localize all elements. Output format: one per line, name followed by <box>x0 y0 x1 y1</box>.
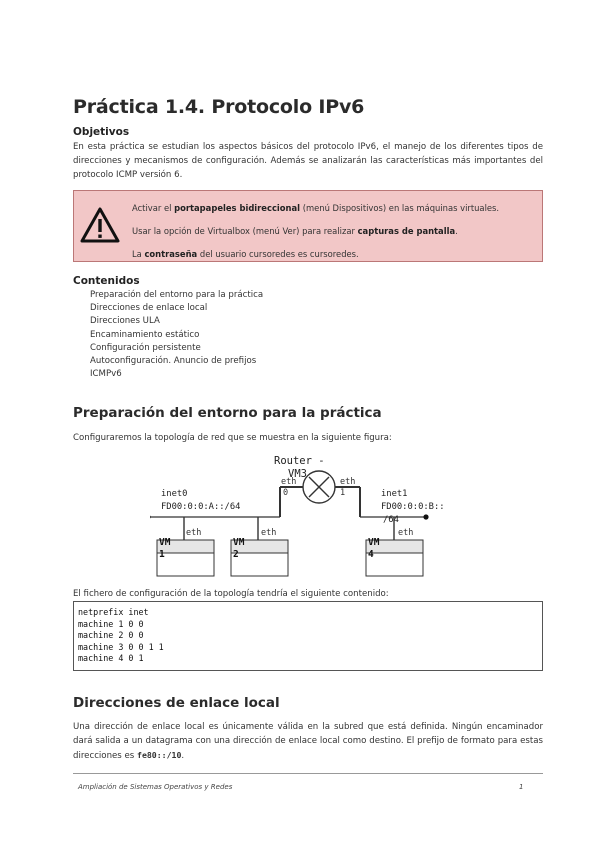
code-line: machine 2 0 0 <box>78 630 144 641</box>
contents-item[interactable]: Direcciones ULA <box>90 316 160 327</box>
vm4-number: 4 <box>368 549 374 560</box>
inet1-addr-1: FD00:0:0:B:: <box>381 502 445 512</box>
inline-code-prefix: fe80::/10 <box>137 750 182 760</box>
objetivos-text: En esta práctica se estudian los aspectos básicos del protocolo IPv6, el manejo de los diferentes tipos de direcciones y mecanismos de configuración. Además se analizarán las características más importantes del protocolo ICMP versión 6. <box>73 142 543 180</box>
objetivos-heading: Objetivos <box>73 126 130 138</box>
contents-item[interactable]: Autoconfiguración. Anuncio de prefijos <box>90 356 257 367</box>
topology-intro: Configuraremos la topología de red que se muestra en la siguiente figura: <box>73 433 392 443</box>
vm1-label: VM <box>159 537 171 548</box>
warning-triangle-icon <box>80 206 120 244</box>
warning-line-screenshots: Usar la opción de Virtualbox (menú Ver) para realizar capturas de pantalla. <box>132 226 458 236</box>
section-heading-preparacion: Preparación del entorno para la práctica <box>73 405 382 421</box>
vm4-label: VM <box>368 537 380 548</box>
inet1-addr-2: /64 <box>383 515 399 525</box>
contents-item[interactable]: ICMPv6 <box>90 369 122 380</box>
router-eth0-label-1: eth <box>281 477 297 487</box>
contents-item[interactable]: Preparación del entorno para la práctica <box>90 290 264 300</box>
network-topology-diagram <box>150 450 470 580</box>
code-line: machine 4 0 1 <box>78 653 144 664</box>
contents-item[interactable]: Configuración persistente <box>90 342 201 353</box>
page-title: Práctica 1.4. Protocolo IPv6 <box>73 96 365 118</box>
router-label-2: VM3 <box>288 468 307 480</box>
router-eth0-label-2: 0 <box>283 488 289 498</box>
code-line: machine 3 0 0 1 1 <box>78 641 164 652</box>
router-eth1-label-1: eth <box>340 477 356 487</box>
footer-course-title: Ampliación de Sistemas Operativos y Redes <box>78 783 233 791</box>
inet1-name: inet1 <box>381 489 408 499</box>
warning-line-clipboard: Activar el portapapeles bidireccional (menú Dispositivos) en las máquinas virtuales. <box>132 203 500 213</box>
contents-item[interactable]: Encaminamiento estático <box>90 329 200 340</box>
contents-list <box>90 289 263 381</box>
router-eth1-label-2: 1 <box>340 488 346 498</box>
config-intro: El fichero de configuración de la topología tendría el siguiente contenido: <box>73 589 389 599</box>
vm1-eth-label-1: eth <box>186 528 202 538</box>
router-label-1: Router - <box>274 455 325 467</box>
enlace-local-text: Una dirección de enlace local es únicamente válida en la subred que está definida. Ningún encaminador dará salida a un datagrama con una dirección de enlace local como destino. El prefijo de formato para estas direcciones es fe80::/10. <box>73 722 543 761</box>
vm2-label: VM <box>233 537 245 548</box>
vm2-eth-label-1: eth <box>261 528 277 538</box>
vm1-number: 1 <box>159 549 165 560</box>
code-line: machine 1 0 0 <box>78 618 144 629</box>
vm4-eth-label-1: eth <box>398 528 414 538</box>
config-code-block <box>73 601 543 671</box>
inet0-addr: FD00:0:0:A::/64 <box>161 502 241 512</box>
vm2-number: 2 <box>233 549 239 560</box>
contents-item[interactable]: Direcciones de enlace local <box>90 303 208 314</box>
section-heading-enlace-local: Direcciones de enlace local <box>73 695 280 711</box>
code-line: netprefix inet <box>78 607 149 617</box>
warning-box <box>73 190 543 262</box>
contenidos-heading: Contenidos <box>73 275 140 287</box>
footer-divider <box>73 773 543 774</box>
warning-line-password: La contraseña del usuario cursoredes es cursoredes. <box>132 249 359 259</box>
footer-page-number: 1 <box>519 783 524 791</box>
inet0-name: inet0 <box>161 489 188 499</box>
